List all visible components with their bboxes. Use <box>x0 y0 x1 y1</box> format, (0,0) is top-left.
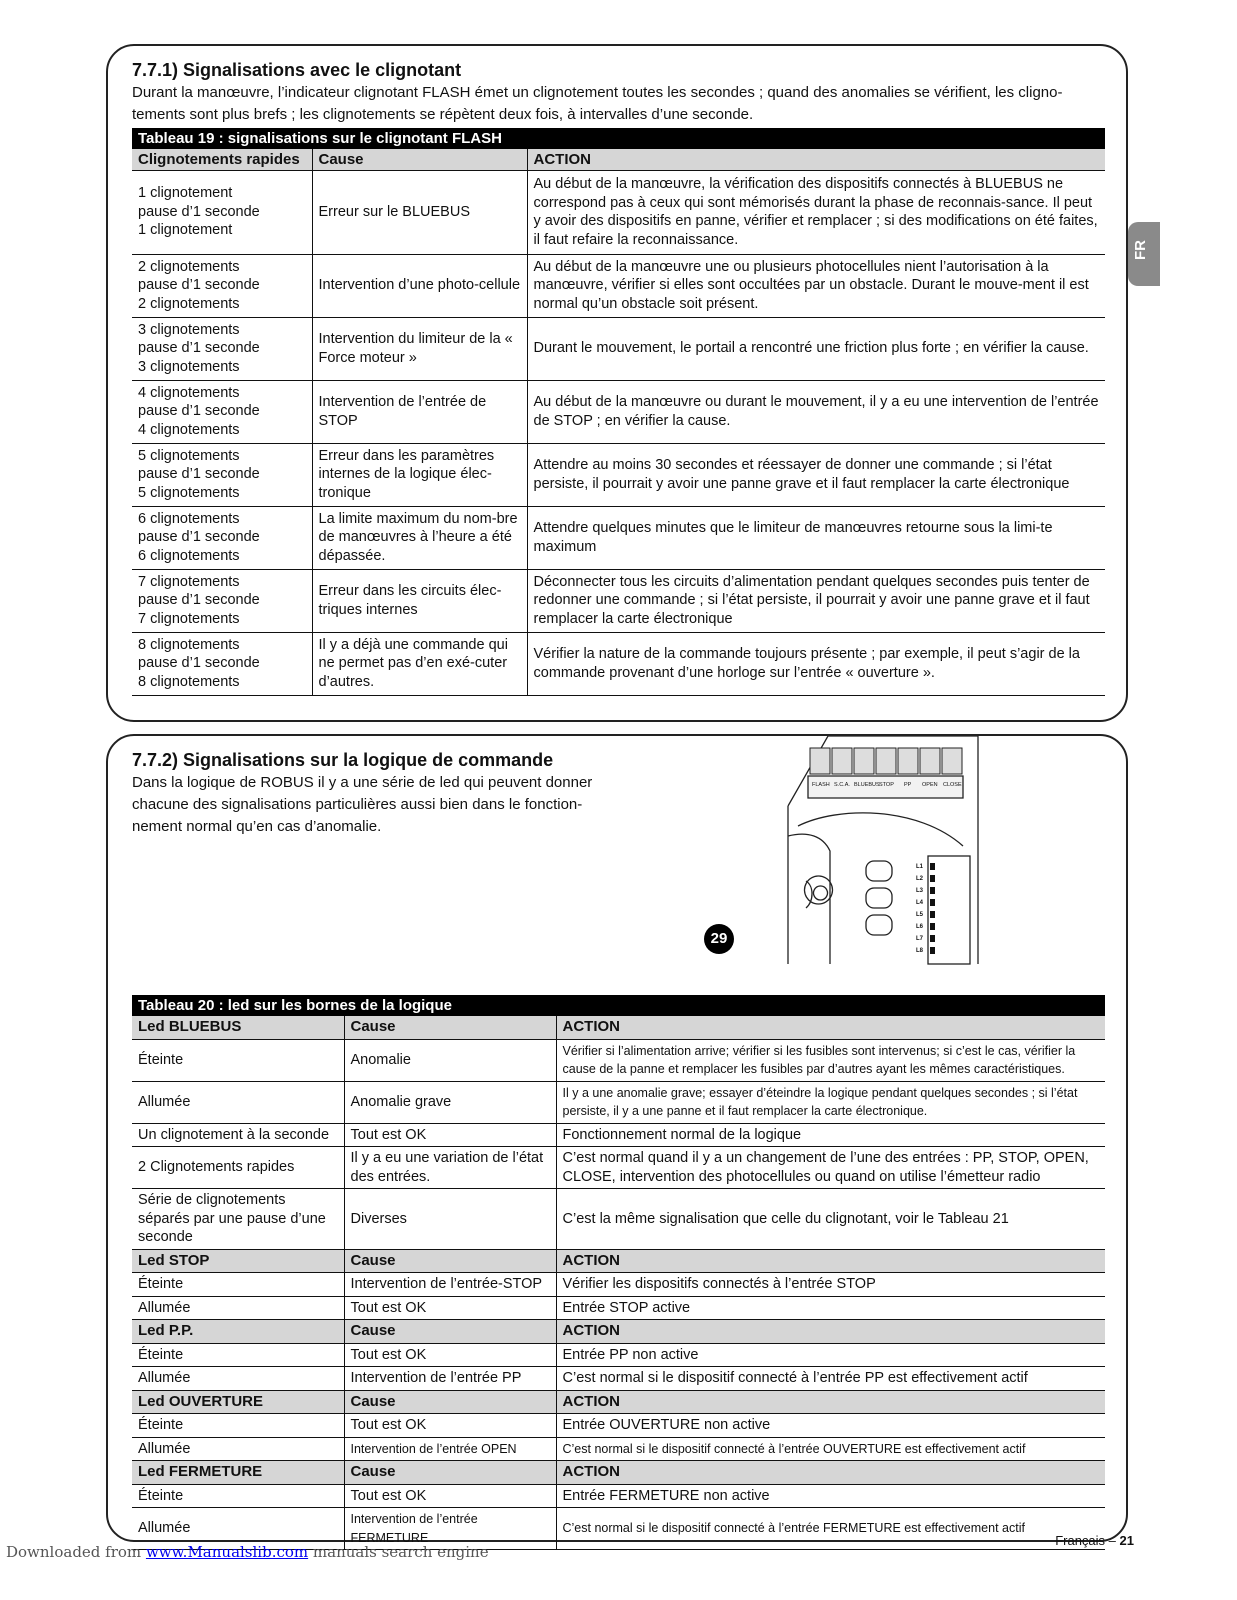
terminal-label: STOP <box>879 782 894 788</box>
led-label: L5 <box>916 912 924 918</box>
action-cell: Durant le mouvement, le portail a rencontré une friction plus forte ; en vérifier la cause. <box>527 317 1105 380</box>
figure-number-badge: 29 <box>704 924 734 954</box>
column-header: ACTION <box>556 1461 1105 1485</box>
column-header: Led STOP <box>132 1249 344 1273</box>
group-header-row <box>132 1461 1105 1485</box>
cause-cell: Intervention du limiteur de la « Force moteur » <box>312 317 527 380</box>
table-row <box>132 443 1105 506</box>
flash-count-cell: 5 clignotements pause d’1 seconde 5 clignotements <box>132 443 312 506</box>
cause-cell: Diverses <box>344 1189 556 1250</box>
action-cell: Déconnecter tous les circuits d’alimentation pendant quelques secondes puis tenter de redonner une commande ; si l’état persiste, il pourrait y avoir une panne grave et il faut remplacer la carte électronique <box>527 569 1105 632</box>
action-cell: Au début de la manœuvre ou durant le mouvement, il y a eu une intervention de l’entrée de STOP ; en vérifier la cause. <box>527 380 1105 443</box>
action-cell: C’est normal si le dispositif connecté à l’entrée FERMETURE est effectivement actif <box>556 1508 1105 1550</box>
group-header-row <box>132 1016 1105 1039</box>
action-cell: Au début de la manœuvre, la vérification des dispositifs connectés à BLUEBUS ne correspond pas à ceux qui sont mémorisés durant la phase de reconnais-sance. Il peut y avoir des dispositifs en panne, vérifier et remplacer ; si des modifications on été faites, il faut refaire la reconnaissance. <box>527 170 1105 254</box>
led-state-cell: Éteinte <box>132 1039 344 1081</box>
table-row <box>132 1123 1105 1147</box>
action-cell: Entrée FERMETURE non active <box>556 1484 1105 1508</box>
led-state-cell: Allumée <box>132 1437 344 1461</box>
table-row <box>132 632 1105 695</box>
section-7-7-2 <box>106 734 1128 1545</box>
table-row <box>132 1484 1105 1508</box>
cause-cell: Il y a déjà une commande qui ne permet pas d’en exé-cuter d’autres. <box>312 632 527 695</box>
led-label: L1 <box>916 864 924 870</box>
column-header: Cause <box>344 1390 556 1414</box>
flash-count-cell: 1 clignotement pause d’1 seconde 1 clignotement <box>132 170 312 254</box>
column-header: Cause <box>344 1249 556 1273</box>
control-board-illustration <box>748 736 988 966</box>
led-label: L7 <box>916 936 924 942</box>
flash-count-cell: 8 clignotements pause d’1 seconde 8 clignotements <box>132 632 312 695</box>
led-state-cell: Allumée <box>132 1081 344 1123</box>
page-number: 21 <box>1119 1533 1134 1548</box>
cause-cell: Tout est OK <box>344 1414 556 1438</box>
column-header: Led OUVERTURE <box>132 1390 344 1414</box>
action-cell: C’est normal si le dispositif connecté à l’entrée PP est effectivement actif <box>556 1367 1105 1391</box>
terminal-label: CLOSE <box>943 782 962 788</box>
table-row <box>132 380 1105 443</box>
table-19 <box>132 128 1105 696</box>
cause-cell: Erreur dans les circuits élec-triques internes <box>312 569 527 632</box>
manualslib-link[interactable]: www.Manualslib.com <box>145 1543 309 1561</box>
column-header: ACTION <box>556 1390 1105 1414</box>
column-header: ACTION <box>556 1249 1105 1273</box>
led-state-cell: Un clignotement à la seconde <box>132 1123 344 1147</box>
column-header: Cause <box>312 149 527 170</box>
table-row <box>132 1147 1105 1189</box>
led-column <box>930 863 935 954</box>
cause-cell: Tout est OK <box>344 1123 556 1147</box>
action-cell: Attendre au moins 30 secondes et réessayer de donner une commande ; si l’état persiste, il pourrait y avoir une panne grave et il faut remplacer la carte électronique <box>527 443 1105 506</box>
action-cell: Entrée OUVERTURE non active <box>556 1414 1105 1438</box>
action-cell: Fonctionnement normal de la logique <box>556 1123 1105 1147</box>
led-label: L8 <box>916 948 924 954</box>
flash-count-cell: 6 clignotements pause d’1 seconde 6 clignotements <box>132 506 312 569</box>
column-header: Led FERMETURE <box>132 1461 344 1485</box>
column-header: ACTION <box>556 1320 1105 1344</box>
led-state-cell: Allumée <box>132 1508 344 1550</box>
flash-count-cell: 7 clignotements pause d’1 seconde 7 clignotements <box>132 569 312 632</box>
table-row <box>132 1414 1105 1438</box>
action-cell: Attendre quelques minutes que le limiteur de manœuvres retourne sous la limi-te maximum <box>527 506 1105 569</box>
column-header: Clignotements rapides <box>132 149 312 170</box>
cause-cell: Intervention d’une photo-cellule <box>312 254 527 317</box>
cause-cell: Erreur dans les paramètres internes de la logique élec-tronique <box>312 443 527 506</box>
action-cell: Entrée STOP active <box>556 1296 1105 1320</box>
led-state-cell: Allumée <box>132 1367 344 1391</box>
flash-count-cell: 2 clignotements pause d’1 seconde 2 clignotements <box>132 254 312 317</box>
page-footer <box>1055 1533 1134 1548</box>
table-row <box>132 1296 1105 1320</box>
column-header: Led P.P. <box>132 1320 344 1344</box>
cause-cell: Tout est OK <box>344 1484 556 1508</box>
cause-cell: Anomalie grave <box>344 1081 556 1123</box>
action-cell: C’est normal quand il y a un changement de l’une des entrées : PP, STOP, OPEN, CLOSE, intervention des photocellules ou quand on utilise l’émetteur radio <box>556 1147 1105 1189</box>
table-20 <box>132 995 1105 1550</box>
table-row <box>132 317 1105 380</box>
action-cell: Vérifier les dispositifs connectés à l’entrée STOP <box>556 1273 1105 1297</box>
flash-count-cell: 4 clignotements pause d’1 seconde 4 clignotements <box>132 380 312 443</box>
led-state-cell: 2 Clignotements rapides <box>132 1147 344 1189</box>
section-title: 7.7.2) Signalisations sur la logique de commande <box>132 750 554 770</box>
led-state-cell: Éteinte <box>132 1414 344 1438</box>
action-cell: Entrée PP non active <box>556 1343 1105 1367</box>
action-cell: Vérifier la nature de la commande toujours présente ; par exemple, il peut s’agir de la commande provenant d’une horloge sur l’entrée « ouverture ». <box>527 632 1105 695</box>
table-row <box>132 1367 1105 1391</box>
table-row <box>132 569 1105 632</box>
led-state-cell: Éteinte <box>132 1484 344 1508</box>
led-label: L6 <box>916 924 924 930</box>
table-row <box>132 1189 1105 1250</box>
led-label: L2 <box>916 876 924 882</box>
column-header: Led BLUEBUS <box>132 1016 344 1039</box>
table-caption: Tableau 19 : signalisations sur le clignotant FLASH <box>132 128 1105 149</box>
table-row <box>132 1343 1105 1367</box>
cause-cell: Intervention de l’entrée PP <box>344 1367 556 1391</box>
section-intro: Durant la manœuvre, l’indicateur clignotant FLASH émet un clignotement toutes les secondes ; quand des anomalies se vérifient, les cligno-tements sont plus brefs ; les clignotements se répètent deux fois, à intervalles d’une seconde. <box>132 84 1063 123</box>
action-cell: C’est normal si le dispositif connecté à l’entrée OUVERTURE est effectivement actif <box>556 1437 1105 1461</box>
language-tab-label: FR <box>1132 240 1149 260</box>
table-row <box>132 1081 1105 1123</box>
group-header-row <box>132 1390 1105 1414</box>
action-cell: Au début de la manœuvre une ou plusieurs photocellules nient l’autorisation à la manœuvre, vérifier si elles sont occultées par un obstacle. Durant le mouve-ment il est normal qu’un obstacle soit présent. <box>527 254 1105 317</box>
led-state-cell: Allumée <box>132 1296 344 1320</box>
led-label: L3 <box>916 888 924 894</box>
cause-cell: Intervention de l’entrée de STOP <box>312 380 527 443</box>
group-header-row <box>132 1249 1105 1273</box>
table-row <box>132 506 1105 569</box>
download-notice <box>6 1543 489 1561</box>
led-state-cell: Série de clignotements séparés par une pause d’une seconde <box>132 1189 344 1250</box>
column-header: Cause <box>344 1461 556 1485</box>
cause-cell: La limite maximum du nom-bre de manœuvres à l’heure a été dépassée. <box>312 506 527 569</box>
terminal-block <box>810 748 962 774</box>
cause-cell: Intervention de l’entrée-STOP <box>344 1273 556 1297</box>
group-header-row <box>132 1320 1105 1344</box>
cause-cell: Tout est OK <box>344 1296 556 1320</box>
section-intro: Dans la logique de ROBUS il y a une série de led qui peuvent donner chacune des signalisations particulières aussi bien dans le fonction-nement normal qu’en cas d’anomalie. <box>132 774 593 835</box>
action-cell: Vérifier si l’alimentation arrive; vérifier si les fusibles sont intervenus; si c’est le cas, vérifier la cause de la panne et remplacer les fusibles par d’autres ayant les mêmes caractéristiques. <box>556 1039 1105 1081</box>
table-row <box>132 1437 1105 1461</box>
led-label: L4 <box>916 900 924 906</box>
download-prefix: Downloaded from <box>6 1543 142 1561</box>
column-header: Cause <box>344 1320 556 1344</box>
terminal-label: S.C.A. <box>834 782 850 788</box>
terminal-label: OPEN <box>922 782 938 788</box>
cause-cell: Intervention de l’entrée OPEN <box>344 1437 556 1461</box>
action-cell: Il y a une anomalie grave; essayer d’éteindre la logique pendant quelques secondes ; si l’état persiste, il y a une panne et il faut remplacer la carte électronique. <box>556 1081 1105 1123</box>
table-row <box>132 1039 1105 1081</box>
cause-cell: Anomalie <box>344 1039 556 1081</box>
terminal-label: BLUEBUS <box>854 782 880 788</box>
section-7-7-1 <box>106 44 1128 722</box>
action-cell: C’est la même signalisation que celle du clignotant, voir le Tableau 21 <box>556 1189 1105 1250</box>
terminal-label: PP <box>904 782 912 788</box>
language-tab <box>1128 222 1160 286</box>
table-caption: Tableau 20 : led sur les bornes de la logique <box>132 995 1105 1016</box>
section-title: 7.7.1) Signalisations avec le clignotant <box>132 60 462 80</box>
column-header: ACTION <box>556 1016 1105 1039</box>
footer-language: Français – <box>1055 1533 1116 1548</box>
column-header: ACTION <box>527 149 1105 170</box>
cause-cell: Il y a eu une variation de l’état des entrées. <box>344 1147 556 1189</box>
table-row <box>132 170 1105 254</box>
table-row <box>132 254 1105 317</box>
terminal-label: FLASH <box>812 782 830 788</box>
table-row <box>132 1273 1105 1297</box>
cause-cell: Tout est OK <box>344 1343 556 1367</box>
flash-count-cell: 3 clignotements pause d’1 seconde 3 clignotements <box>132 317 312 380</box>
column-header: Cause <box>344 1016 556 1039</box>
cause-cell: Intervention de l’entrée FERMETURE <box>344 1508 556 1550</box>
led-state-cell: Éteinte <box>132 1273 344 1297</box>
cause-cell: Erreur sur le BLUEBUS <box>312 170 527 254</box>
download-suffix: manuals search engine <box>312 1543 489 1561</box>
led-state-cell: Éteinte <box>132 1343 344 1367</box>
